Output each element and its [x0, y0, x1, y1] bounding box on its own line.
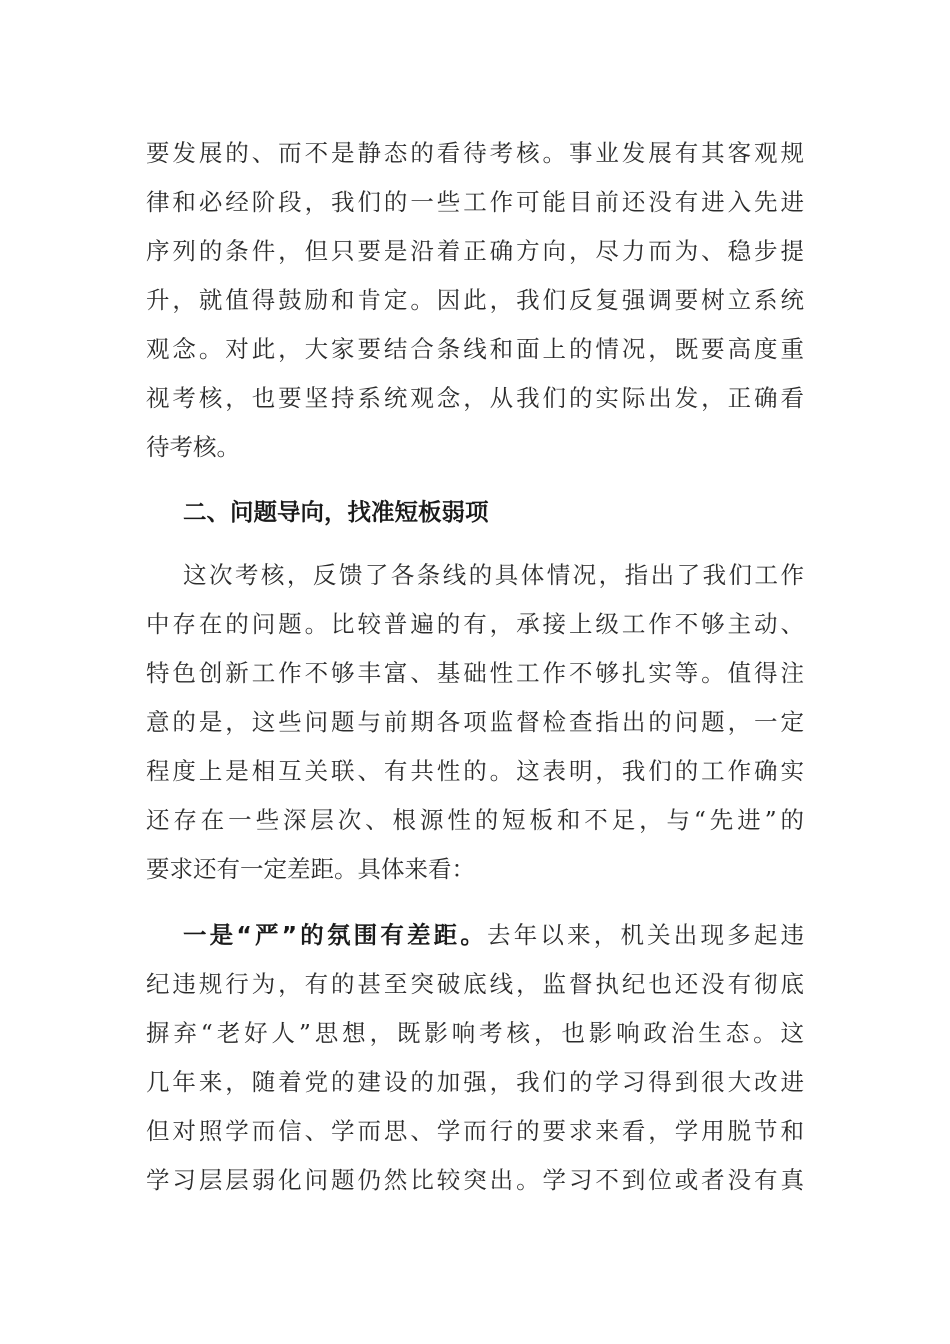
paragraph-2-line: 意的是，这些问题与前期各项监督检查指出的问题，一定 — [146, 708, 804, 736]
paragraph-2-line: 还存在一些深层次、根源性的短板和不足，与“先进”的 — [146, 806, 804, 834]
paragraph-3-first-line — [183, 917, 804, 953]
paragraph-3-line: 但对照学而信、学而思、学而行的要求来看，学用脱节和 — [146, 1117, 804, 1145]
paragraph-2-line: 中存在的问题。比较普遍的有，承接上级工作不够主动、 — [146, 610, 804, 638]
paragraph-1-line: 升，就值得鼓励和肯定。因此，我们反复强调要树立系统 — [146, 286, 804, 314]
section-heading: 二、问题导向，找准短板弱项 — [183, 498, 489, 526]
paragraph-2-line: 这次考核，反馈了各条线的具体情况，指出了我们工作 — [183, 561, 804, 589]
paragraph-3-lead-rest: 去年以来，机关出现多起违 — [487, 921, 805, 949]
paragraph-2-line: 特色创新工作不够丰富、基础性工作不够扎实等。值得注 — [146, 659, 804, 687]
paragraph-1-line: 待考核。 — [146, 433, 240, 461]
paragraph-3-line: 摒弃“老好人”思想，既影响考核，也影响政治生态。这 — [146, 1019, 804, 1047]
paragraph-1-line: 要发展的、而不是静态的看待考核。事业发展有其客观规 — [146, 139, 804, 167]
paragraph-3-line: 纪违规行为，有的甚至突破底线，监督执纪也还没有彻底 — [146, 970, 804, 998]
paragraph-3-line: 几年来，随着党的建设的加强，我们的学习得到很大改进 — [146, 1068, 804, 1096]
paragraph-1-line: 律和必经阶段，我们的一些工作可能目前还没有进入先进 — [146, 188, 804, 216]
paragraph-3-line: 学习层层弱化问题仍然比较突出。学习不到位或者没有真 — [146, 1166, 804, 1194]
paragraph-1-line: 序列的条件，但只要是沿着正确方向，尽力而为、稳步提 — [146, 237, 804, 265]
paragraph-2-line: 程度上是相互关联、有共性的。这表明，我们的工作确实 — [146, 757, 804, 785]
paragraph-1-line: 观念。对此，大家要结合条线和面上的情况，既要高度重 — [146, 335, 804, 363]
paragraph-2-line: 要求还有一定差距。具体来看： — [146, 855, 475, 883]
paragraph-1-line: 视考核，也要坚持系统观念，从我们的实际出发，正确看 — [146, 384, 804, 412]
paragraph-3-lead-bold: 一是“严”的氛围有差距。 — [183, 921, 488, 949]
